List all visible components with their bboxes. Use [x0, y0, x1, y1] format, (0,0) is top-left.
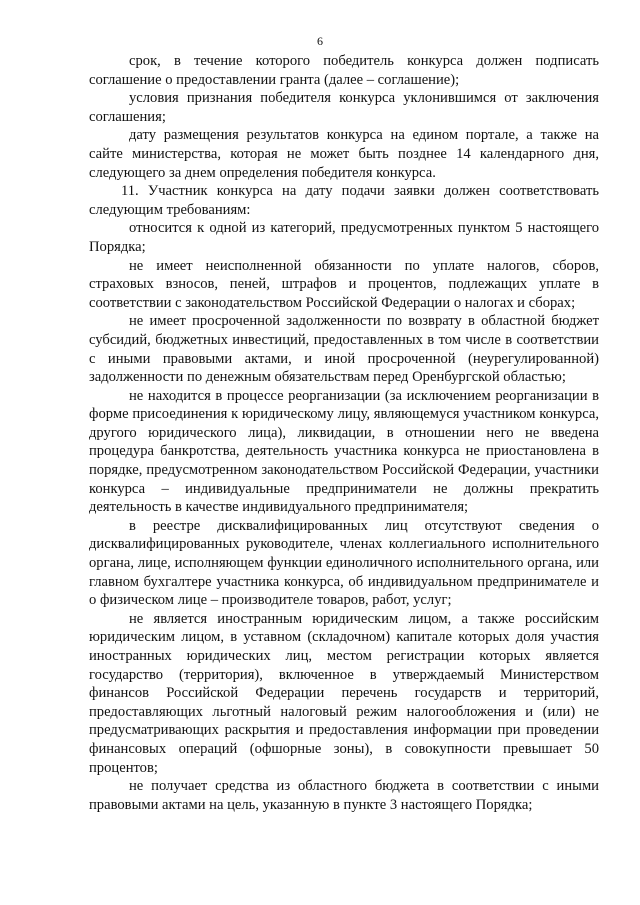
document-body: [89, 52, 599, 814]
paragraph-no-reorganization: не находится в процессе реорганизации (за исключением реорганизации в форме присоединения к юридическому лицу, являющемуся участником конкурса, другого юридического лица), ликвидации, в отношении него не введена процедура банкротства, деятельность участника конкурса не приостановлена в порядке, предусмотренном законодательством Российской Федерации, участники конкурса – индивидуальные предприниматели не должны прекратить деятельность в качестве индивидуального предпринимателя;: [89, 387, 599, 516]
paragraph-disqualified-persons-registry: в реестре дисквалифицированных лиц отсутствуют сведения о дисквалифицированных руководителе, членах коллегиального исполнительного органа, лице, исполняющем функции единоличного исполнительного органа, или главном бухгалтере участника конкурса, об индивидуальном предпринимателе и о физическом лице – производителе товаров, работ, услуг;: [89, 517, 599, 609]
paragraph-no-other-budget-funds: не получает средства из областного бюджета в соответствии с иными правовыми актами на цель, указанную в пункте 3 настоящего Порядка;: [89, 778, 599, 813]
paragraph-evasion-conditions: условия признания победителя конкурса уклонившимся от заключения соглашения;: [89, 90, 599, 125]
paragraph-not-foreign-entity: не является иностранным юридическим лицом, а также российским юридическим лицом, в уставном (складочном) капитале которых доля участия иностранных юридических лиц, местом регистрации которых является государство (территория), включенное в утверждаемый Министерством финансов Российской Федерации перечень государств и территорий, предоставляющих льготный налоговый режим налогообложения и (или) не предусматривающих раскрытия и предоставления информации при проведении финансовых операций (офшорные зоны), в совокупности превышает 50 процентов;: [89, 610, 599, 776]
paragraph-category-requirement: относится к одной из категорий, предусмотренных пунктом 5 настоящего Порядка;: [89, 220, 599, 255]
page-number: 6: [317, 34, 323, 48]
paragraph-section-11-heading: 11. Участник конкурса на дату подачи заявки должен соответствовать следующим требованиям:: [89, 183, 599, 218]
paragraph-results-publication-date: дату размещения результатов конкурса на едином портале, а также на сайте министерства, которая не может быть позднее 14 календарного дня, следующего за днем определения победителя конкурса.: [89, 127, 599, 181]
paragraph-grant-signing-deadline: срок, в течение которого победитель конкурса должен подписать соглашение о предоставлении гранта (далее – соглашение);: [89, 53, 599, 88]
paragraph-no-overdue-budget-debt: не имеет просроченной задолженности по возврату в областной бюджет субсидий, бюджетных инвестиций, предоставленных в том числе в соответствии с иными правовыми актами, и иной просроченной (неурегулированной) задолженности по денежным обязательствам перед Оренбургской областью;: [89, 313, 599, 386]
paragraph-no-tax-debt: не имеет неисполненной обязанности по уплате налогов, сборов, страховых взносов, пеней, штрафов и процентов, подлежащих уплате в соответствии с законодательством Российской Федерации о налогах и сборах;: [89, 257, 599, 311]
